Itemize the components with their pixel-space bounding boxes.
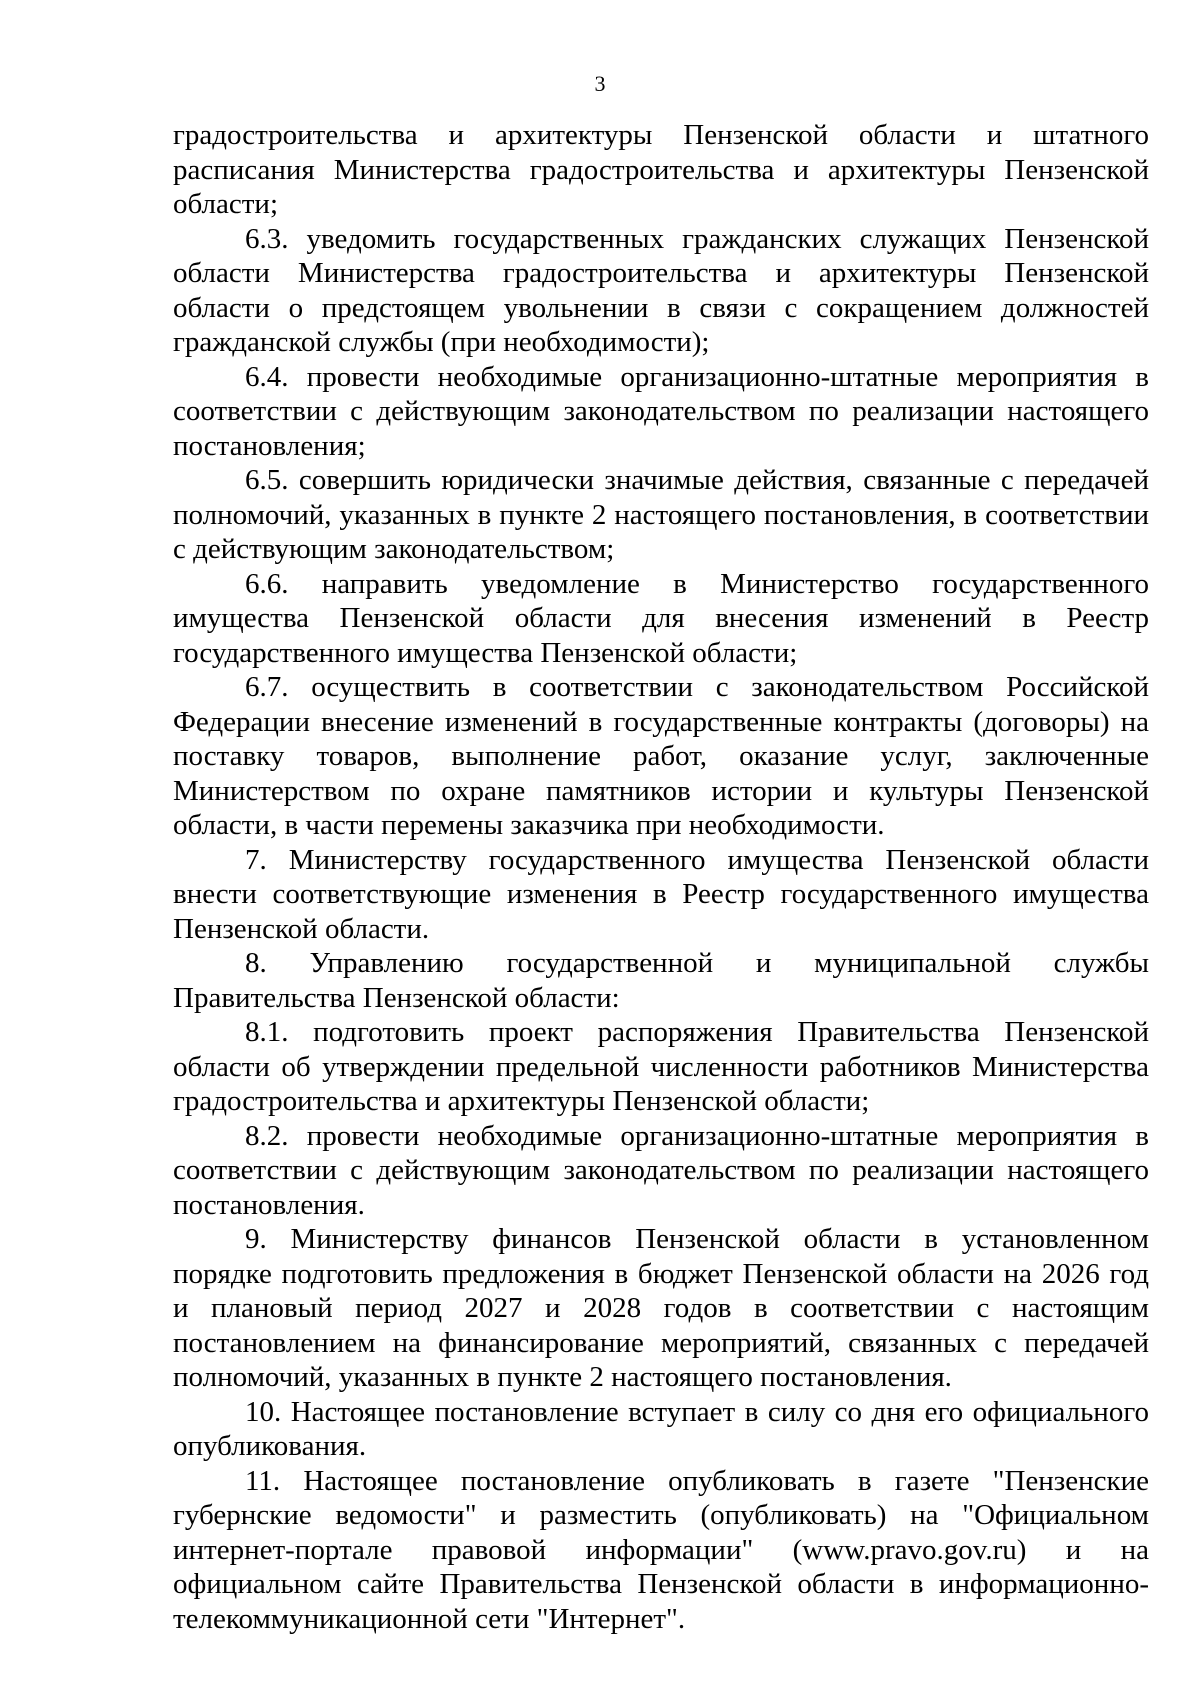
paragraph-8-2: 8.2. провести необходимые организационно-штатные мероприятия в соответствии с действующим законодательством по реализации настоящего постановления. [173, 1119, 1149, 1221]
paragraph-8-1: 8.1. подготовить проект распоряжения Правительства Пензенской области об утверждении предельной численности работников Министерства градостроительства и архитектуры Пензенской области; [173, 1016, 1149, 1117]
paragraph-6-6: 6.6. направить уведомление в Министерство государственного имущества Пензенской области для внесения изменений в Реестр государственного имущества Пензенской области; [173, 567, 1149, 669]
document-body [173, 118, 1149, 1636]
paragraph-11: 11. Настоящее постановление опубликовать в газете "Пензенские губернские ведомости" и разместить (опубликовать) на "Официальном интернет-портале правовой информации" (www.pravo.gov.ru) и на официальном сайте Правительства Пензенской области в информационно-телекоммуникационной сети "Интернет". [173, 1464, 1149, 1635]
paragraph-6-4: 6.4. провести необходимые организационно-штатные мероприятия в соответствии с действующим законодательством по реализации настоящего постановления; [173, 360, 1149, 462]
paragraph-10: 10. Настоящее постановление вступает в силу со дня его официального опубликования. [173, 1395, 1149, 1462]
paragraph-6-5: 6.5. совершить юридически значимые действия, связанные с передачей полномочий, указанных в пункте 2 настоящего постановления, в соответствии с действующим законодательством; [173, 464, 1149, 565]
paragraph-7: 7. Министерству государственного имущества Пензенской области внести соответствующие изменения в Реестр государственного имущества Пензенской области. [173, 843, 1149, 945]
paragraph-9: 9. Министерству финансов Пензенской области в установленном порядке подготовить предложения в бюджет Пензенской области на 2026 год и плановый период 2027 и 2028 годов в соответствии с настоящим постановлением на финансирование мероприятий, связанных с передачей полномочий, указанных в пункте 2 настоящего постановления. [173, 1223, 1149, 1393]
paragraph-continuation: градостроительства и архитектуры Пензенской области и штатного расписания Министерства градостроительства и архитектуры Пензенской области; [173, 119, 1149, 220]
page-number: 3 [594, 71, 606, 96]
paragraph-8: 8. Управлению государственной и муниципальной службы Правительства Пензенской области: [173, 947, 1149, 1014]
paragraph-6-3: 6.3. уведомить государственных гражданских служащих Пензенской области Министерства градостроительства и архитектуры Пензенской области о предстоящем увольнении в связи с сокращением должностей гражданской службы (при необходимости); [173, 222, 1149, 358]
paragraph-6-7: 6.7. осуществить в соответствии с законодательством Российской Федерации внесение изменений в государственные контракты (договоры) на поставку товаров, выполнение работ, оказание услуг, заключенные Министерством по охране памятников истории и культуры Пензенской области, в части перемены заказчика при необходимости. [173, 671, 1149, 841]
